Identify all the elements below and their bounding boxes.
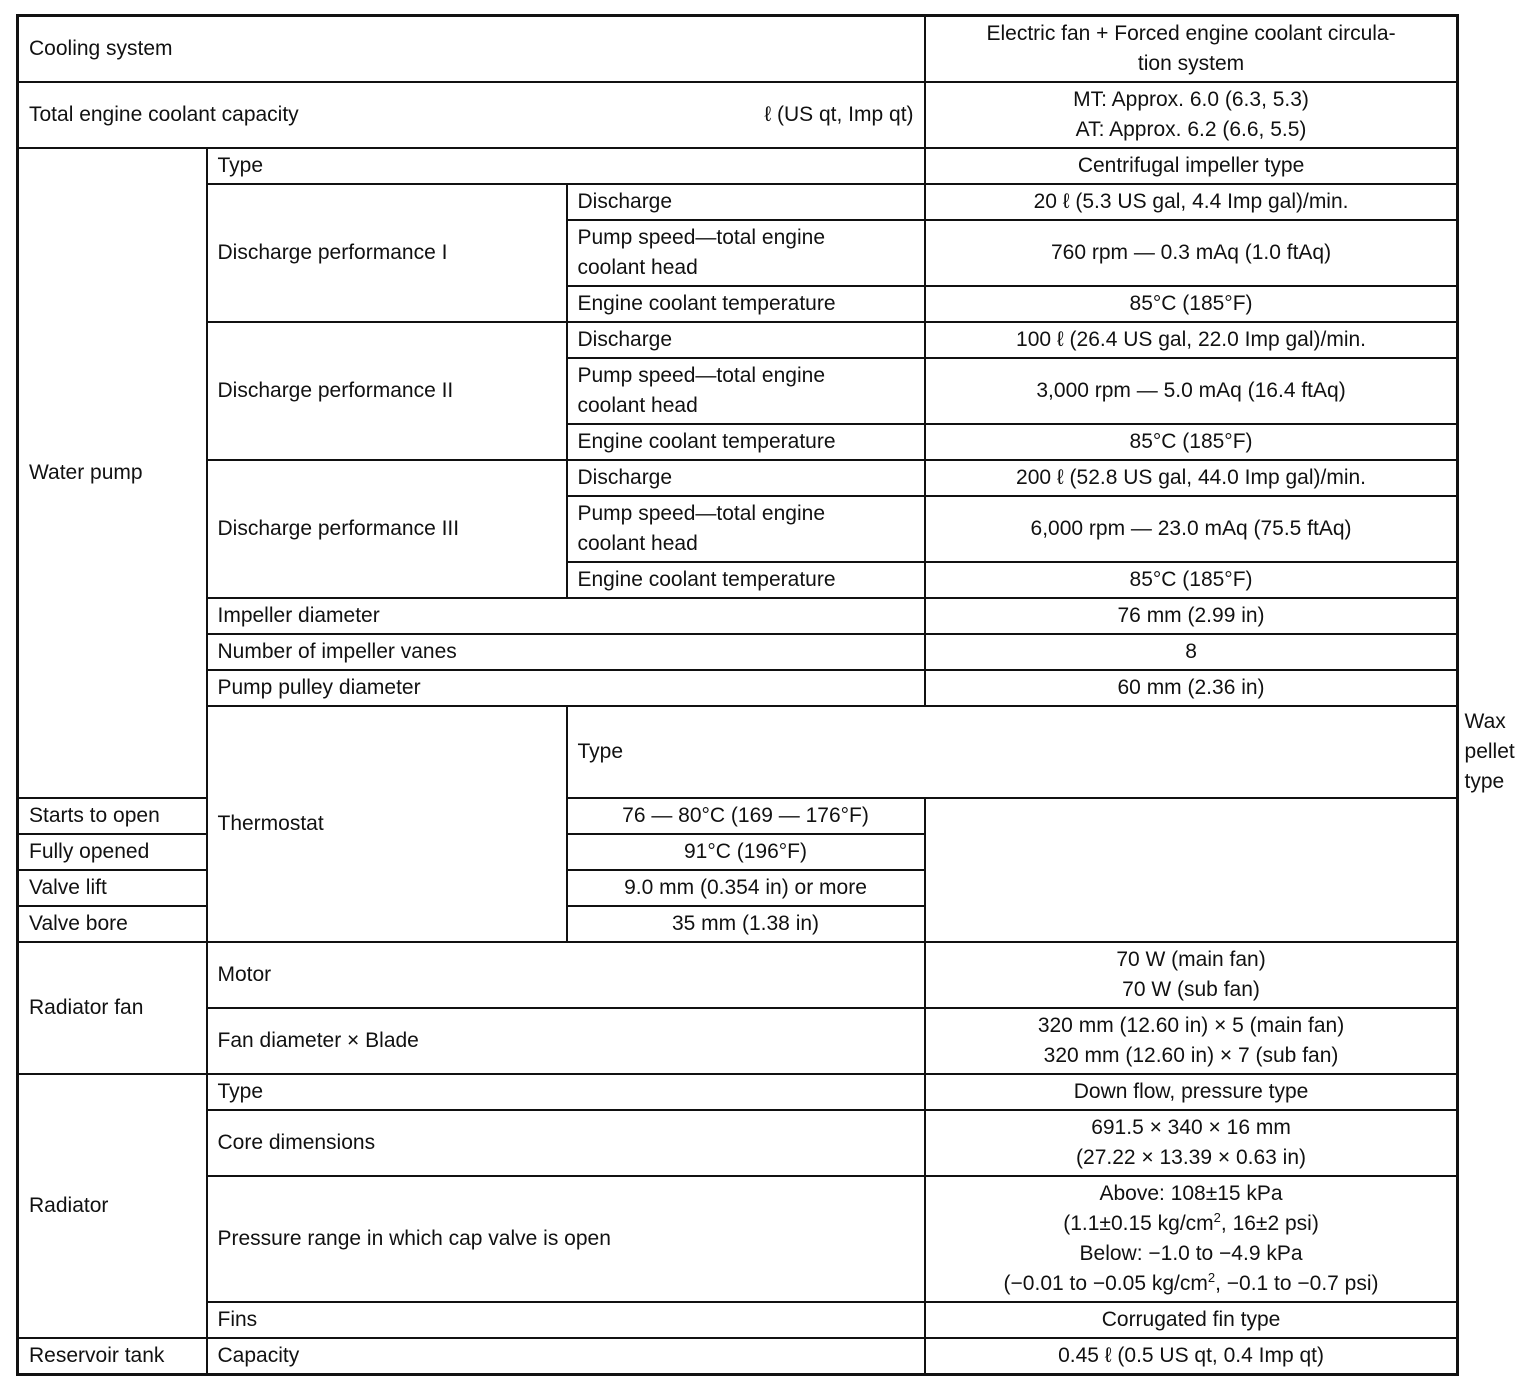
perf3-speed-label	[567, 496, 925, 562]
perf1-label: Discharge performance I	[207, 184, 567, 322]
perf3-speed-label-1: Pump speed—total engine	[577, 502, 825, 525]
reservoir-tank-label: Reservoir tank	[18, 1338, 207, 1375]
table-row	[18, 1338, 1458, 1375]
perf1-temp-label: Engine coolant temperature	[567, 286, 925, 322]
perf1-speed-label-2: coolant head	[577, 256, 698, 279]
core-dimensions-value	[925, 1110, 1458, 1176]
cap-pressure-below: Below: −1.0 to −4.9 kPa	[1079, 1242, 1303, 1265]
table-row	[18, 906, 1458, 942]
table-row	[18, 184, 1458, 220]
reservoir-capacity-label: Capacity	[207, 1338, 925, 1375]
core-dimensions-label: Core dimensions	[207, 1110, 925, 1176]
cap-pressure-value	[925, 1176, 1458, 1302]
perf2-label: Discharge performance II	[207, 322, 567, 460]
radiator-fan-label: Radiator fan	[18, 942, 207, 1074]
perf1-speed-label-1: Pump speed—total engine	[577, 226, 825, 249]
impeller-diameter-label: Impeller diameter	[207, 598, 925, 634]
thermostat-label: Thermostat	[207, 706, 567, 942]
impeller-vanes-label: Number of impeller vanes	[207, 634, 925, 670]
table-row	[18, 1110, 1458, 1176]
total-capacity-value	[925, 82, 1458, 148]
perf2-discharge-label: Discharge	[567, 322, 925, 358]
perf3-label: Discharge performance III	[207, 460, 567, 598]
radiator-type-label: Type	[207, 1074, 925, 1110]
water-pump-type-label: Type	[207, 148, 925, 184]
motor-value-main: 70 W (main fan)	[1116, 948, 1266, 971]
radiator-type-value: Down flow, pressure type	[925, 1074, 1458, 1110]
thermostat-type-label: Type	[567, 706, 1458, 798]
cooling-system-label: Cooling system	[18, 16, 925, 83]
fan-blade-value-main: 320 mm (12.60 in) × 5 (main fan)	[1037, 1014, 1345, 1037]
table-row	[18, 1302, 1458, 1338]
perf1-temp-value: 85°C (185°F)	[925, 286, 1458, 322]
motor-value-sub: 70 W (sub fan)	[1122, 978, 1260, 1001]
fan-blade-value	[925, 1008, 1458, 1074]
fins-value: Corrugated fin type	[925, 1302, 1458, 1338]
cap-pressure-above-metric: (1.1±0.15 $kg/cm^2$, 16±2 psi)	[1063, 1210, 1319, 1235]
cooling-system-value-line2: tion system	[1137, 52, 1245, 75]
fully-opened-label: Fully opened	[18, 834, 567, 870]
perf2-speed-value: 3,000 rpm — 5.0 mAq (16.4 ftAq)	[925, 358, 1458, 424]
table-row	[18, 670, 1458, 706]
valve-lift-value: 9.0 mm (0.354 in) or more	[567, 870, 925, 906]
total-capacity-cell	[18, 82, 925, 148]
impeller-diameter-value: 76 mm (2.99 in)	[925, 598, 1458, 634]
valve-bore-label: Valve bore	[18, 906, 567, 942]
core-dimensions-in: (27.22 × 13.39 × 0.63 in)	[1076, 1146, 1307, 1169]
valve-lift-label: Valve lift	[18, 870, 567, 906]
starts-to-open-label: Starts to open	[18, 798, 567, 834]
motor-label: Motor	[207, 942, 925, 1008]
cap-pressure-below-metric: (−0.01 to −0.05 $kg/cm^2$, −0.1 to −0.7 psi)	[1003, 1270, 1379, 1295]
total-capacity-label: Total engine coolant capacity	[29, 103, 299, 126]
perf3-discharge-value: 200 ℓ (52.8 US gal, 44.0 Imp gal)/min.	[925, 460, 1458, 496]
motor-value	[925, 942, 1458, 1008]
fan-blade-value-sub: 320 mm (12.60 in) × 7 (sub fan)	[1043, 1044, 1339, 1067]
table-row	[18, 942, 1458, 1008]
table-row	[18, 82, 1458, 148]
perf1-discharge-label: Discharge	[567, 184, 925, 220]
perf3-temp-value: 85°C (185°F)	[925, 562, 1458, 598]
perf1-discharge-value: 20 ℓ (5.3 US gal, 4.4 Imp gal)/min.	[925, 184, 1458, 220]
table-row	[18, 598, 1458, 634]
table-row	[18, 460, 1458, 496]
perf2-temp-label: Engine coolant temperature	[567, 424, 925, 460]
table-row	[18, 1074, 1458, 1110]
table-row	[18, 1176, 1458, 1302]
table-row	[18, 1008, 1458, 1074]
water-pump-type-value: Centrifugal impeller type	[925, 148, 1458, 184]
table-row	[18, 148, 1458, 184]
cooling-spec-table	[16, 14, 1515, 1376]
cooling-system-value	[925, 16, 1458, 83]
valve-bore-value: 35 mm (1.38 in)	[567, 906, 925, 942]
radiator-label: Radiator	[18, 1074, 207, 1338]
perf2-speed-label	[567, 358, 925, 424]
fins-label: Fins	[207, 1302, 925, 1338]
perf3-temp-label: Engine coolant temperature	[567, 562, 925, 598]
table-row	[18, 634, 1458, 670]
impeller-vanes-value: 8	[925, 634, 1458, 670]
table-row	[18, 16, 1458, 83]
water-pump-label: Water pump	[18, 148, 207, 798]
perf2-speed-label-1: Pump speed—total engine	[577, 364, 825, 387]
perf2-speed-label-2: coolant head	[577, 394, 698, 417]
total-capacity-mt: MT: Approx. 6.0 (6.3, 5.3)	[1073, 88, 1309, 111]
table-row	[18, 834, 1458, 870]
perf2-discharge-value: 100 ℓ (26.4 US gal, 22.0 Imp gal)/min.	[925, 322, 1458, 358]
perf1-speed-label	[567, 220, 925, 286]
cap-pressure-above: Above: 108±15 kPa	[1099, 1182, 1283, 1205]
table-row	[18, 322, 1458, 358]
starts-to-open-value: 76 — 80°C (169 — 176°F)	[567, 798, 925, 834]
perf2-temp-value: 85°C (185°F)	[925, 424, 1458, 460]
total-capacity-unit: ℓ (US qt, Imp qt)	[764, 103, 914, 126]
cooling-system-value-line1: Electric fan + Forced engine coolant circula-	[986, 22, 1396, 45]
perf3-speed-label-2: coolant head	[577, 532, 698, 555]
perf3-speed-value: 6,000 rpm — 23.0 mAq (75.5 ftAq)	[925, 496, 1458, 562]
table-row	[18, 870, 1458, 906]
total-capacity-at: AT: Approx. 6.2 (6.6, 5.5)	[1075, 118, 1307, 141]
reservoir-capacity-value: 0.45 ℓ (0.5 US qt, 0.4 Imp qt)	[925, 1338, 1458, 1375]
fully-opened-value: 91°C (196°F)	[567, 834, 925, 870]
perf3-discharge-label: Discharge	[567, 460, 925, 496]
pulley-diameter-value: 60 mm (2.36 in)	[925, 670, 1458, 706]
table-row: Thermostat Type Wax pellet type	[18, 706, 1458, 798]
fan-blade-label: Fan diameter × Blade	[207, 1008, 925, 1074]
pulley-diameter-label: Pump pulley diameter	[207, 670, 925, 706]
perf1-speed-value: 760 rpm — 0.3 mAq (1.0 ftAq)	[925, 220, 1458, 286]
core-dimensions-mm: 691.5 × 340 × 16 mm	[1091, 1116, 1291, 1139]
cap-pressure-label: Pressure range in which cap valve is open	[207, 1176, 925, 1302]
